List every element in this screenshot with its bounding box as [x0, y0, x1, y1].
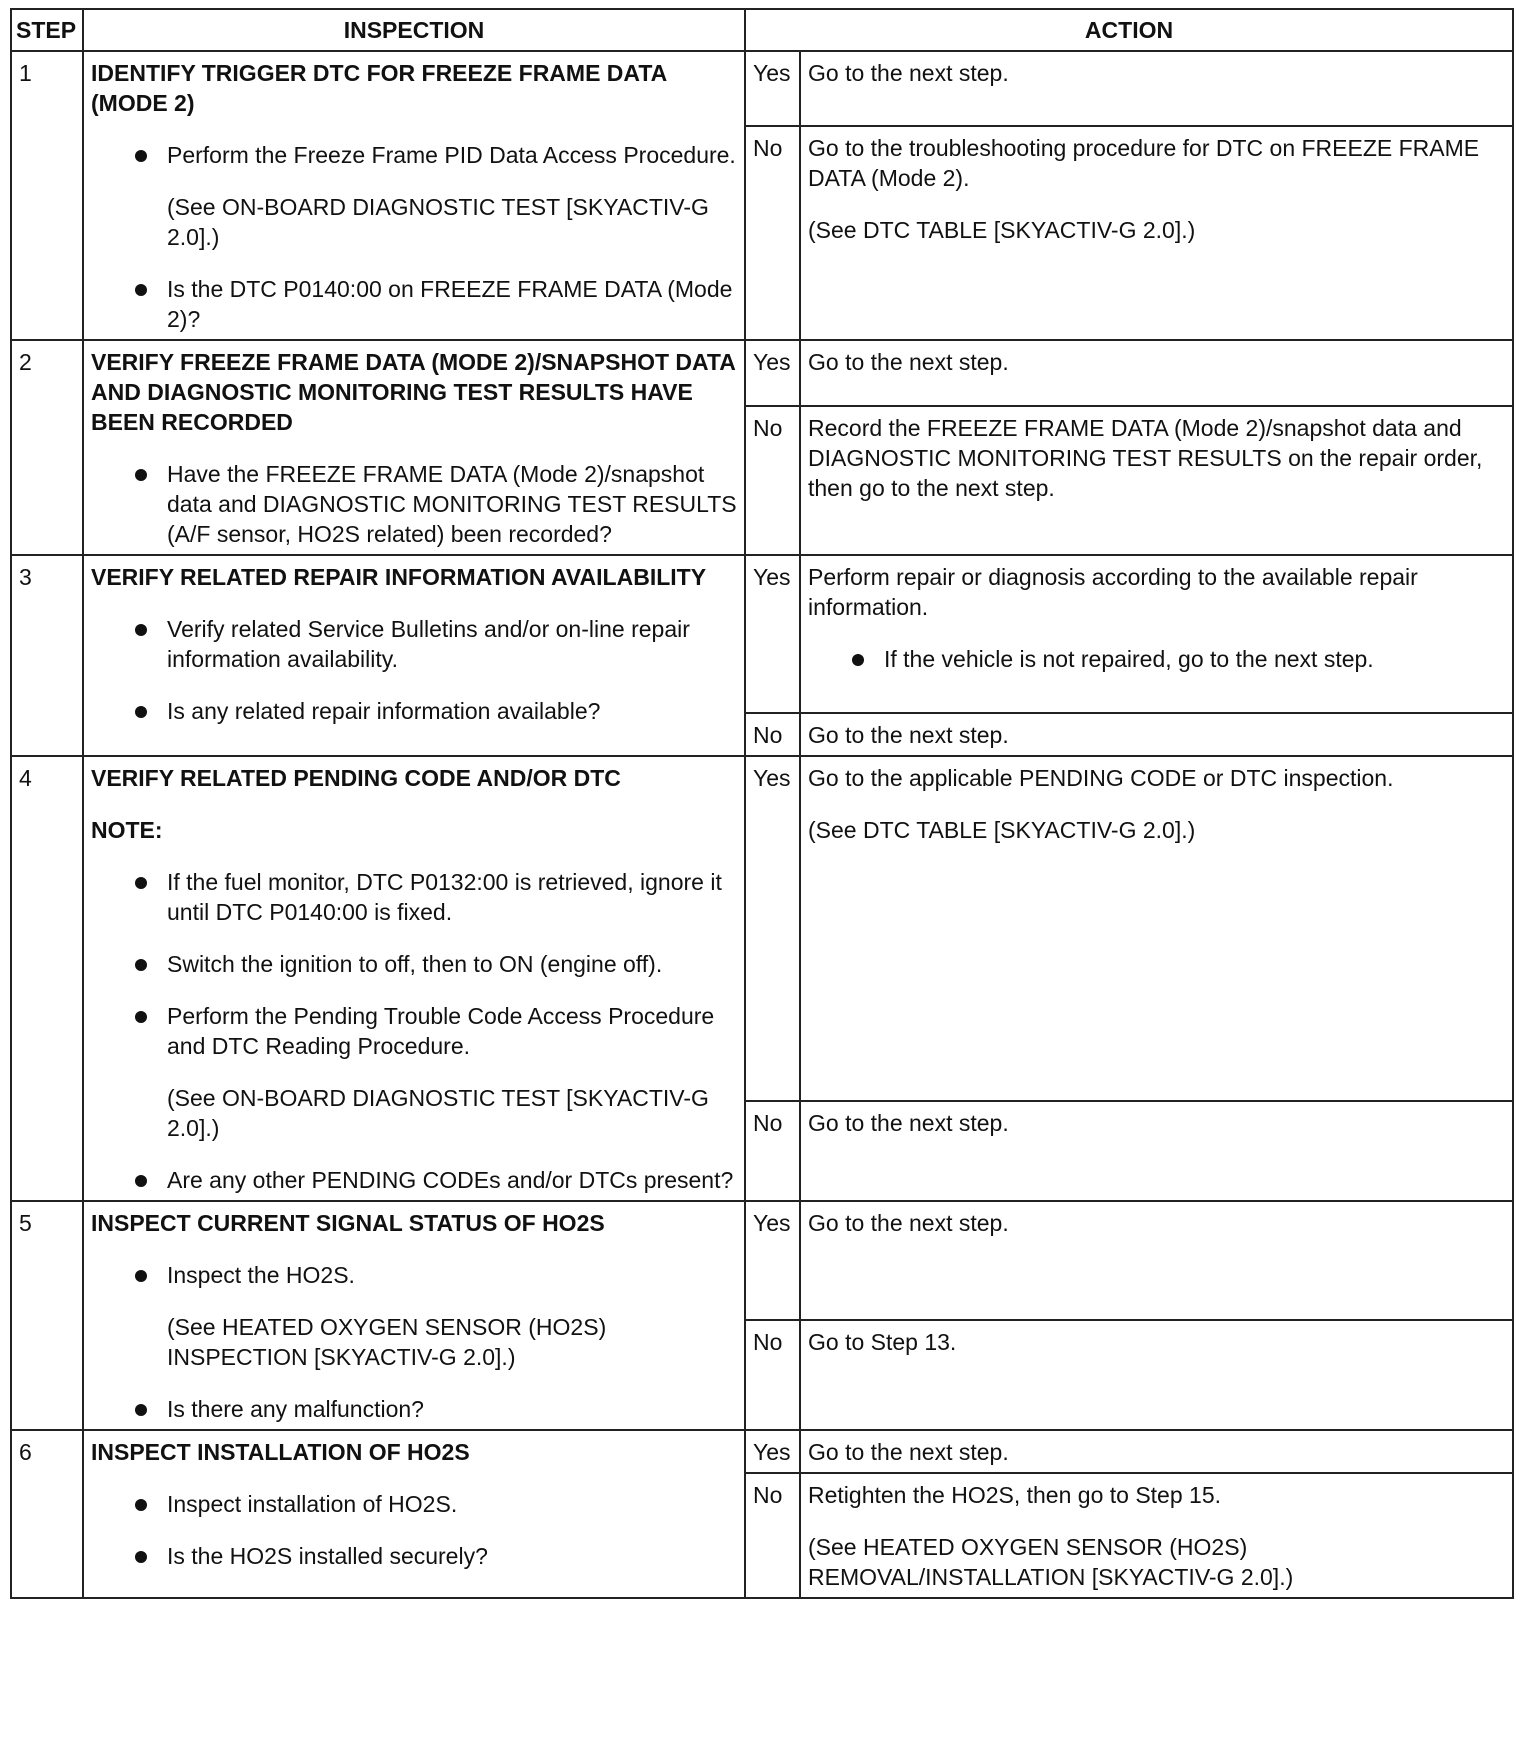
step-title: VERIFY FREEZE FRAME DATA (MODE 2)/SNAPSHOT DATA AND DIAGNOSTIC MONITORING TEST RESULTS HAVE BEEN RECORDED — [91, 349, 736, 435]
no-label: No — [745, 126, 800, 340]
action-bullets — [808, 644, 1506, 674]
diagnostic-procedure-table — [10, 8, 1514, 1599]
step-title: INSPECT INSTALLATION OF HO2S — [91, 1439, 470, 1465]
step-number: 4 — [11, 756, 83, 1201]
reference-link-text: (See HEATED OXYGEN SENSOR (HO2S) INSPECTION [SKYACTIV-G 2.0].) — [167, 1314, 607, 1370]
no-action: Retighten the HO2S, then go to Step 15. (See HEATED OXYGEN SENSOR (HO2S) REMOVAL/INSTALLATION [SKYACTIV-G 2.0].) — [800, 1473, 1513, 1598]
step-number: 6 — [11, 1430, 83, 1598]
inspection-bullet: Inspect the HO2S. (See HEATED OXYGEN SENSOR (HO2S) INSPECTION [SKYACTIV-G 2.0].) — [131, 1260, 738, 1372]
step-number: 1 — [11, 51, 83, 340]
reference-link-text: (See DTC TABLE [SKYACTIV-G 2.0].) — [808, 217, 1196, 243]
step-title: VERIFY RELATED REPAIR INFORMATION AVAILABILITY — [91, 564, 707, 590]
inspection-bullet: Switch the ignition to off, then to ON (engine off). — [131, 949, 738, 979]
reference-link-text: (See HEATED OXYGEN SENSOR (HO2S) REMOVAL/INSTALLATION [SKYACTIV-G 2.0].) — [808, 1534, 1294, 1590]
no-label: No — [745, 1473, 800, 1598]
inspection-bullets — [91, 614, 738, 726]
inspection-bullets — [91, 140, 738, 334]
step-inspection — [83, 756, 745, 1201]
yes-label: Yes — [745, 555, 800, 713]
step-inspection — [83, 555, 745, 756]
step-2-yes-row — [11, 340, 1513, 406]
yes-label: Yes — [745, 340, 800, 406]
step-title: IDENTIFY TRIGGER DTC FOR FREEZE FRAME DATA (MODE 2) — [91, 60, 667, 116]
no-action: Record the FREEZE FRAME DATA (Mode 2)/snapshot data and DIAGNOSTIC MONITORING TEST RESULTS on the repair order, then go to the next step. — [800, 406, 1513, 555]
no-label: No — [745, 1101, 800, 1201]
header-row — [11, 9, 1513, 51]
inspection-bullet: Is the DTC P0140:00 on FREEZE FRAME DATA (Mode 2)? — [131, 274, 738, 334]
step-number: 5 — [11, 1201, 83, 1430]
reference-link-text: (See ON-BOARD DIAGNOSTIC TEST [SKYACTIV-G 2.0].) — [167, 1085, 709, 1141]
yes-label: Yes — [745, 756, 800, 1101]
inspection-bullet: Verify related Service Bulletins and/or on-line repair information availability. — [131, 614, 738, 674]
inspection-bullets — [91, 1260, 738, 1424]
no-action: Go to the troubleshooting procedure for DTC on FREEZE FRAME DATA (Mode 2). (See DTC TABLE [SKYACTIV-G 2.0].) — [800, 126, 1513, 340]
no-action: Go to the next step. — [800, 713, 1513, 756]
action-header: ACTION — [745, 9, 1513, 51]
step-1-yes-row — [11, 51, 1513, 126]
inspection-bullet: Perform the Pending Trouble Code Access Procedure and DTC Reading Procedure. (See ON-BOARD DIAGNOSTIC TEST [SKYACTIV-G 2.0].) — [131, 1001, 738, 1143]
step-6-yes-row — [11, 1430, 1513, 1473]
inspection-bullet: Is there any malfunction? — [131, 1394, 738, 1424]
inspection-bullets — [91, 867, 738, 1195]
step-header: STEP — [11, 9, 83, 51]
step-title: VERIFY RELATED PENDING CODE AND/OR DTC — [91, 765, 621, 791]
no-label: No — [745, 1320, 800, 1430]
yes-action: Go to the next step. — [800, 1430, 1513, 1473]
inspection-bullets — [91, 1489, 738, 1571]
step-5-yes-row — [11, 1201, 1513, 1320]
no-label: No — [745, 406, 800, 555]
yes-action: Go to the next step. — [800, 340, 1513, 406]
no-action: Go to the next step. — [800, 1101, 1513, 1201]
action-bullet: If the vehicle is not repaired, go to the next step. — [848, 644, 1506, 674]
step-inspection — [83, 1430, 745, 1598]
no-label: No — [745, 713, 800, 756]
step-inspection — [83, 1201, 745, 1430]
yes-label: Yes — [745, 1201, 800, 1320]
inspection-bullet: Have the FREEZE FRAME DATA (Mode 2)/snapshot data and DIAGNOSTIC MONITORING TEST RESULTS (A/F sensor, HO2S related) been recorded? — [131, 459, 738, 549]
inspection-bullet: If the fuel monitor, DTC P0132:00 is retrieved, ignore it until DTC P0140:00 is fixed. — [131, 867, 738, 927]
reference-link-text: (See DTC TABLE [SKYACTIV-G 2.0].) — [808, 817, 1196, 843]
step-number: 2 — [11, 340, 83, 555]
inspection-bullet: Perform the Freeze Frame PID Data Access Procedure. (See ON-BOARD DIAGNOSTIC TEST [SKYACTIV-G 2.0].) — [131, 140, 738, 252]
inspection-bullet: Inspect installation of HO2S. — [131, 1489, 738, 1519]
step-inspection — [83, 340, 745, 555]
step-inspection — [83, 51, 745, 340]
step-3-yes-row — [11, 555, 1513, 713]
inspection-bullet: Are any other PENDING CODEs and/or DTCs present? — [131, 1165, 738, 1195]
inspection-header: INSPECTION — [83, 9, 745, 51]
no-action: Go to Step 13. — [800, 1320, 1513, 1430]
yes-action: Go to the next step. — [800, 1201, 1513, 1320]
yes-action: Go to the next step. — [800, 51, 1513, 126]
inspection-bullet: Is any related repair information available? — [131, 696, 738, 726]
step-number: 3 — [11, 555, 83, 756]
reference-link-text: (See ON-BOARD DIAGNOSTIC TEST [SKYACTIV-G 2.0].) — [167, 194, 709, 250]
inspection-bullets — [91, 459, 738, 549]
yes-action: Perform repair or diagnosis according to the available repair information. If the vehicle is not repaired, go to the next step. — [800, 555, 1513, 713]
step-title: INSPECT CURRENT SIGNAL STATUS OF HO2S — [91, 1210, 605, 1236]
inspection-bullet: Is the HO2S installed securely? — [131, 1541, 738, 1571]
yes-label: Yes — [745, 51, 800, 126]
step-4-yes-row — [11, 756, 1513, 1101]
yes-action: Go to the applicable PENDING CODE or DTC inspection. (See DTC TABLE [SKYACTIV-G 2.0].) — [800, 756, 1513, 1101]
yes-label: Yes — [745, 1430, 800, 1473]
note-label: NOTE: — [91, 817, 163, 843]
